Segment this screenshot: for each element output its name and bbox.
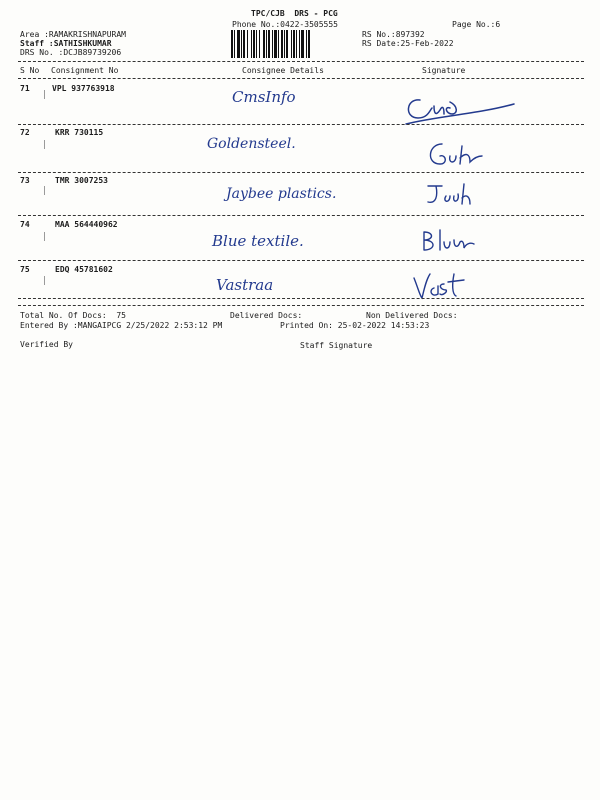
separator [18, 305, 584, 306]
signature-image [426, 140, 486, 168]
rs-date: RS Date:25-Feb-2022 [362, 39, 454, 48]
row-sno: 74 [20, 220, 30, 229]
row-consignment: EDQ 45781602 [55, 265, 113, 274]
separator [18, 260, 584, 261]
pen-mark [44, 90, 45, 99]
delivered-docs: Delivered Docs: [230, 311, 303, 320]
separator [18, 61, 584, 62]
printed-on: Printed On: 25-02-2022 14:53:23 [280, 321, 430, 330]
row-consignee-handwritten: Jaybee plastics. [226, 186, 337, 202]
row-consignment: MAA 564440962 [55, 220, 118, 229]
entered-by: Entered By :MANGAIPCG 2/25/2022 2:53:12 PM [20, 321, 223, 330]
staff-label: Staff :SATHISHKUMAR [20, 39, 112, 48]
area-label: Area :RAMAKRISHNAPURAM [20, 30, 126, 39]
non-delivered-docs: Non Delivered Docs: [366, 311, 458, 320]
row-consignee-handwritten: Vastraa [216, 276, 274, 294]
row-sno: 72 [20, 128, 30, 137]
pen-mark [44, 232, 45, 241]
column-signature: Signature [422, 66, 466, 75]
document-title: TPC/CJB DRS - PCG [251, 9, 338, 18]
separator [18, 298, 584, 299]
signature-image [418, 228, 478, 256]
column-sno: S No [20, 66, 40, 75]
total-docs: Total No. Of Docs: 75 [20, 311, 126, 320]
row-sno: 71 [20, 84, 30, 93]
pen-mark [44, 276, 45, 285]
row-consignee-handwritten: Goldensteel. [207, 136, 296, 152]
signature-image [424, 182, 474, 208]
drs-number: DRS No. :DCJB89739206 [20, 48, 122, 57]
row-sno: 75 [20, 265, 30, 274]
row-consignee-handwritten: CmsInfo [232, 88, 296, 106]
verified-by: Verified By [20, 340, 73, 349]
barcode-image [230, 30, 352, 58]
separator [18, 78, 584, 79]
column-consignment: Consignment No [51, 66, 119, 75]
row-consignee-handwritten: Blue textile. [212, 232, 304, 250]
rs-number: RS No.:897392 [362, 30, 425, 39]
phone-number: Phone No.:0422-3505555 [232, 20, 338, 29]
separator [18, 124, 584, 125]
pen-mark [44, 140, 45, 149]
separator [18, 172, 584, 173]
row-consignment: VPL 937763918 [52, 84, 115, 93]
separator [18, 215, 584, 216]
page-number: Page No.:6 [452, 20, 501, 29]
column-consignee: Consignee Details [242, 66, 324, 75]
row-consignment: TMR 3007253 [55, 176, 108, 185]
signature-image [398, 90, 518, 132]
row-sno: 73 [20, 176, 30, 185]
staff-signature-label: Staff Signature [300, 341, 373, 350]
pen-mark [44, 186, 45, 195]
row-consignment: KRR 730115 [55, 128, 104, 137]
